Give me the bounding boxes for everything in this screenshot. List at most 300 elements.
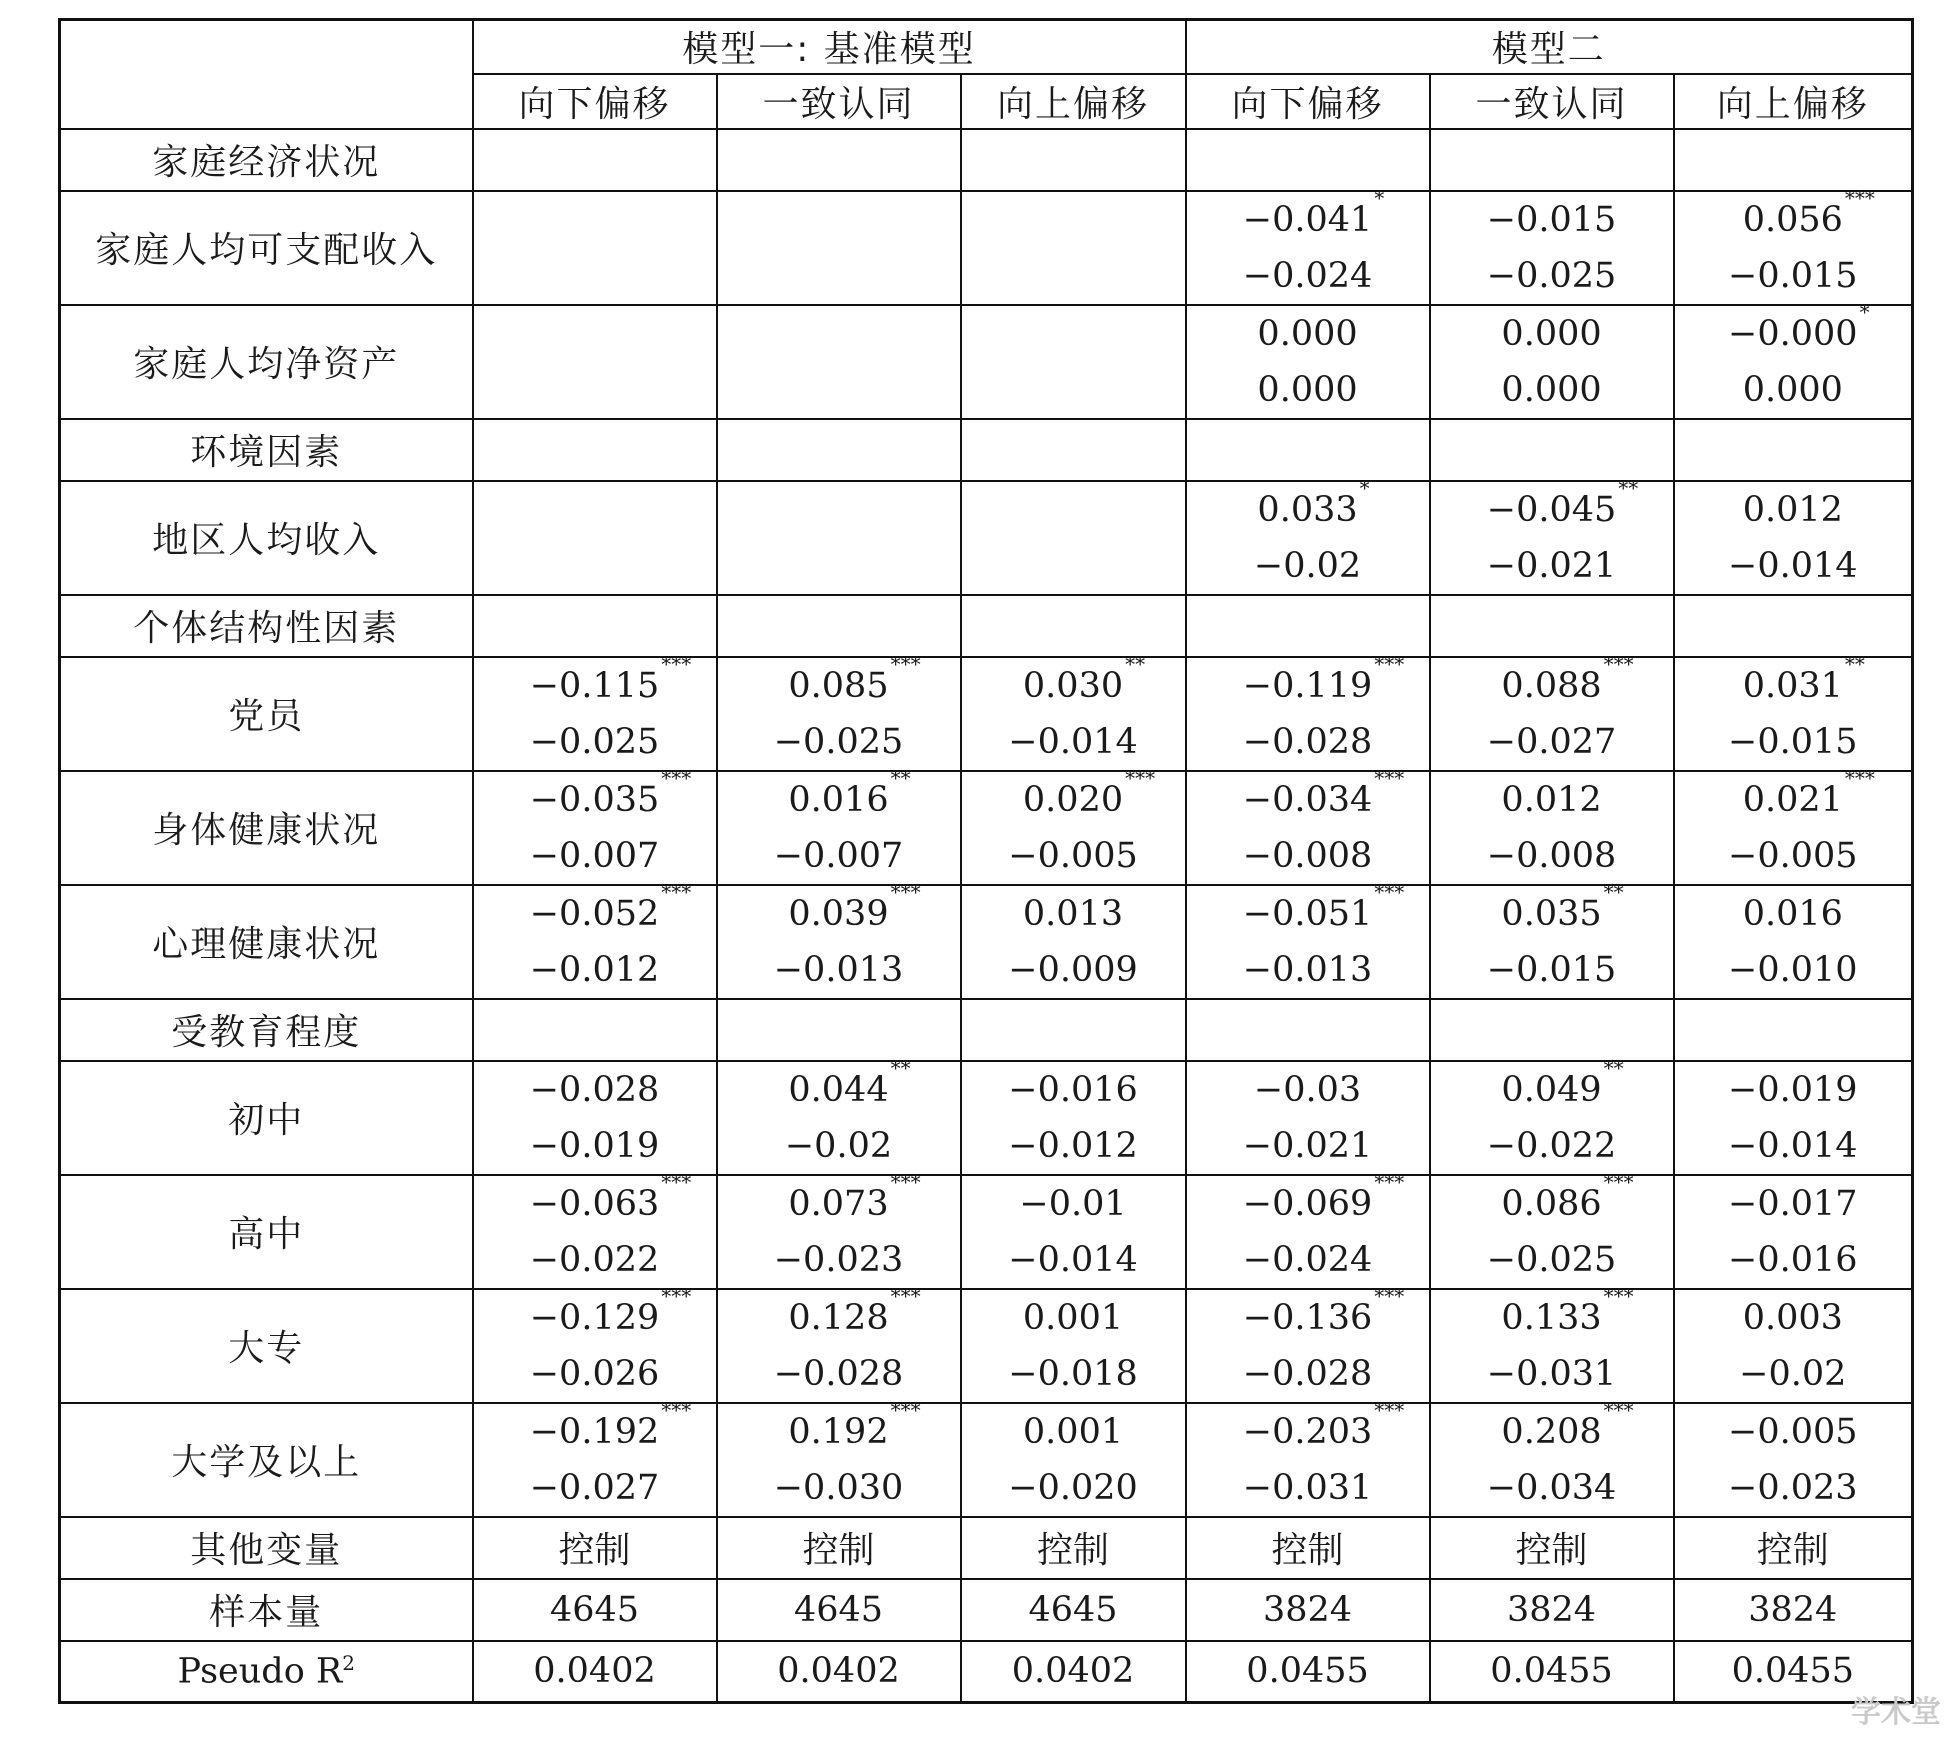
standard-error: −0.013 [773,949,904,990]
estimate-cell [1430,1055,1674,1175]
coefficient [529,651,692,714]
pseudo-r2-label-text: Pseudo R [177,1651,343,1692]
empty-cell [717,595,961,657]
standard-error: −0.022 [529,1239,660,1280]
estimate-cell [1430,1397,1674,1517]
estimate-stack [1187,1283,1429,1402]
estimate-stack [718,765,960,884]
empty-cell [473,999,717,1061]
estimate-cell [717,305,961,419]
estimate-cell [1674,885,1913,999]
standard-error: −0.019 [529,1125,660,1166]
estimate-cell [473,1061,717,1175]
estimate-cell [1430,475,1674,595]
standard-error: −0.010 [1728,949,1858,990]
standard-error: 0.000 [1742,369,1843,410]
standard-error: −0.02 [784,1125,893,1166]
estimate-cell [1186,305,1430,419]
estimate-stack [1187,1169,1429,1288]
significance-stars: *** [1603,1283,1634,1308]
estimate-cell [1430,771,1674,885]
estimate-cell [961,1289,1186,1403]
estimate-cell [961,305,1186,419]
estimate-cell [717,1055,961,1175]
estimate-cell [473,1169,717,1289]
variable-row [60,1289,1913,1403]
coefficient-value: −0.119 [1242,665,1373,706]
significance-stars: *** [890,651,921,676]
coefficient-value: 0.192 [788,1411,889,1452]
estimate-stack [1431,879,1673,998]
standard-error: −0.034 [1486,1467,1617,1508]
estimate-cell [1186,1169,1430,1289]
empty-cell [473,419,717,481]
coefficient-value: 0.012 [1742,489,1843,530]
coefficient-value: −0.01 [1019,1183,1127,1224]
standard-error: 0.000 [1257,369,1358,410]
summary-value: 控制 [1674,1517,1913,1579]
significance-stars: ** [890,765,911,790]
empty-cell [1674,595,1913,657]
estimate-stack [1431,1169,1673,1288]
estimate-cell [473,481,717,595]
coefficient-value: 0.030 [1022,665,1124,706]
coefficient-value: 0.016 [788,779,889,820]
standard-error: −0.007 [529,835,660,876]
significance-stars: ** [1603,1055,1624,1080]
standard-error: −0.008 [1486,835,1617,876]
estimate-cell [1430,1169,1674,1289]
coefficient [1501,1397,1634,1460]
estimate-stack [1675,765,1912,884]
standard-error: −0.018 [1008,1353,1138,1394]
estimate-stack [1431,772,1673,884]
empty-cell [717,999,961,1061]
estimate-stack [962,1290,1185,1402]
variable-label: 身体健康状况 [60,771,473,885]
standard-error: −0.026 [529,1353,660,1394]
estimate-stack [1675,1176,1912,1288]
estimate-stack [1675,1404,1912,1516]
estimate-stack [1675,651,1912,770]
standard-error: −0.025 [529,721,660,762]
coefficient [1022,765,1156,828]
significance-stars: *** [1844,185,1875,210]
estimate-cell [1430,305,1674,419]
estimate-stack [1675,299,1912,418]
significance-stars: *** [1844,765,1875,790]
significance-stars: ** [1618,475,1639,500]
estimate-stack [1187,185,1429,304]
significance-stars: * [1359,475,1370,500]
coefficient-value: −0.005 [1728,1411,1858,1452]
coefficient-value: 0.020 [1022,779,1124,820]
coefficient [1743,886,1843,942]
standard-error: −0.016 [1728,1239,1858,1280]
coefficient [788,1055,911,1118]
coefficient-value: −0.052 [529,893,660,934]
estimate-stack [1431,192,1673,304]
estimate-stack [1187,651,1429,770]
coefficient [1257,475,1370,538]
coefficient-value: 0.039 [788,893,889,934]
coefficient-value: 0.035 [1501,893,1602,934]
table-body [60,129,1913,1703]
estimate-cell [1674,1403,1913,1517]
significance-stars: *** [661,651,692,676]
coefficient [1023,886,1123,942]
coefficient [1023,1290,1123,1346]
pseudo-r2-row [60,1641,1913,1703]
coefficient-value: 0.003 [1742,1297,1843,1338]
coefficient-value: −0.129 [529,1297,660,1338]
summary-label: 样本量 [60,1579,473,1641]
standard-error: −0.015 [1486,949,1617,990]
pseudo-r2-value: 0.0455 [1430,1641,1674,1703]
significance-stars: * [1859,299,1870,324]
empty-cell [1186,595,1430,657]
coefficient-value: 0.012 [1501,779,1602,820]
model-2-header: 模型二 [1186,20,1913,74]
estimate-stack [1431,306,1673,418]
estimate-stack [718,1397,960,1516]
column-header: 向下偏移 [473,74,717,129]
estimate-cell [1674,651,1913,771]
standard-error: −0.028 [1242,721,1373,762]
standard-error: −0.015 [1728,721,1858,762]
estimate-stack [962,1176,1185,1288]
estimate-stack [1675,185,1912,304]
coefficient [1501,772,1601,828]
standard-error: −0.028 [773,1353,904,1394]
coefficient-value: −0.028 [529,1069,660,1110]
variable-row [60,481,1913,595]
coefficient-value: −0.115 [529,665,660,706]
estimate-cell [717,1283,961,1403]
coefficient [788,765,911,828]
standard-error: −0.005 [1728,835,1858,876]
section-row [60,129,1913,191]
coefficient-value: 0.128 [788,1297,889,1338]
coefficient [1743,482,1843,538]
estimate-cell [1186,1061,1430,1175]
section-label: 环境因素 [60,419,473,481]
coefficient-value: 0.033 [1257,489,1358,530]
significance-stars: *** [890,1283,921,1308]
summary-value: 3824 [1674,1579,1913,1641]
coefficient [1728,1176,1858,1232]
variable-label: 高中 [60,1175,473,1289]
estimate-cell [1674,1289,1913,1403]
coefficient-value: 0.021 [1742,779,1843,820]
estimate-stack [474,1169,716,1288]
estimate-stack [718,651,960,770]
standard-error: 0.000 [1501,369,1602,410]
section-row [60,419,1913,481]
standard-error: −0.02 [1739,1353,1847,1394]
coefficient [1242,1283,1405,1346]
coefficient-value: 0.073 [788,1183,889,1224]
standard-error: −0.014 [1728,545,1858,586]
summary-value: 4645 [717,1579,961,1641]
coefficient [1242,1397,1405,1460]
estimate-cell [1186,879,1430,999]
coefficient-value: 0.133 [1501,1297,1602,1338]
column-header: 向上偏移 [961,74,1186,129]
variable-label: 党员 [60,657,473,771]
coefficient-value: 0.000 [1257,313,1358,354]
empty-cell [717,419,961,481]
empty-cell [1430,419,1674,481]
coefficient [788,1283,921,1346]
estimate-cell [1186,1397,1430,1517]
variable-label: 地区人均收入 [60,481,473,595]
standard-error: −0.008 [1242,835,1373,876]
estimate-stack [962,1404,1185,1516]
coefficient [1023,1404,1123,1460]
summary-row [60,1579,1913,1641]
column-header: 向上偏移 [1674,74,1913,129]
estimate-cell [717,1397,961,1517]
estimate-stack [718,1283,960,1402]
estimate-stack [1675,482,1912,594]
variable-label: 大学及以上 [60,1403,473,1517]
estimate-cell [473,765,717,885]
estimate-stack [962,886,1185,998]
coefficient-value: −0.051 [1242,893,1373,934]
coefficient [1728,1404,1858,1460]
pseudo-r2-value: 0.0455 [1186,1641,1430,1703]
coefficient [1501,651,1634,714]
estimate-cell [717,191,961,305]
estimate-stack [1675,886,1912,998]
significance-stars: *** [890,879,921,904]
coefficient [1019,1176,1126,1232]
coefficient [529,1169,692,1232]
estimate-cell [961,481,1186,595]
standard-error: −0.02 [1253,545,1362,586]
pseudo-r2-value: 0.0402 [717,1641,961,1703]
coefficient [1242,1169,1405,1232]
standard-error: −0.014 [1008,1239,1138,1280]
estimate-stack [1187,879,1429,998]
estimate-cell [1186,651,1430,771]
standard-error: −0.014 [1008,721,1138,762]
coefficient-value: 0.208 [1501,1411,1602,1452]
variable-row [60,771,1913,885]
coefficient-value: 0.086 [1501,1183,1602,1224]
coefficient-value: −0.035 [529,779,660,820]
coefficient [1501,1169,1634,1232]
estimate-stack [718,879,960,998]
estimate-cell [717,765,961,885]
estimate-stack [718,1169,960,1288]
regression-table [58,18,1914,1704]
estimate-stack [1187,306,1429,418]
summary-value: 4645 [473,1579,717,1641]
coefficient [1242,879,1405,942]
estimate-cell [473,879,717,999]
coefficient [529,879,692,942]
significance-stars: *** [1374,1283,1405,1308]
coefficient [1501,1283,1634,1346]
estimate-cell [1674,1175,1913,1289]
estimate-cell [961,191,1186,305]
variable-label: 家庭人均净资产 [60,305,473,419]
empty-cell [473,129,717,191]
variable-row [60,305,1913,419]
pseudo-r2-value: 0.0402 [961,1641,1186,1703]
estimate-cell [1430,191,1674,305]
empty-cell [1674,999,1913,1061]
estimate-cell [961,1061,1186,1175]
standard-error: −0.015 [1728,255,1858,296]
estimate-cell [473,1397,717,1517]
empty-cell [961,999,1186,1061]
coefficient-value: −0.000 [1728,313,1858,354]
estimate-stack [1431,1283,1673,1402]
significance-stars: *** [890,1169,921,1194]
significance-stars: *** [661,879,692,904]
empty-cell [1186,129,1430,191]
significance-stars: ** [1603,879,1624,904]
coefficient [1242,765,1405,828]
standard-error: −0.005 [1008,835,1138,876]
coefficient-value: −0.069 [1242,1183,1373,1224]
empty-cell [961,129,1186,191]
summary-value: 控制 [473,1517,717,1579]
summary-value: 3824 [1186,1579,1430,1641]
standard-error: −0.030 [773,1467,904,1508]
variable-row [60,885,1913,999]
summary-label: 其他变量 [60,1517,473,1579]
section-label: 受教育程度 [60,999,473,1061]
significance-stars: *** [661,1169,692,1194]
estimate-cell [1430,651,1674,771]
summary-value: 控制 [1186,1517,1430,1579]
pseudo-r2-label [60,1641,473,1703]
significance-stars: ** [1125,651,1146,676]
coefficient-value: −0.015 [1486,199,1617,240]
estimate-stack [1675,1290,1912,1402]
coefficient-value: 0.088 [1501,665,1602,706]
significance-stars: *** [1374,1169,1405,1194]
variable-label: 初中 [60,1061,473,1175]
estimate-cell [717,651,961,771]
standard-error: −0.025 [1486,1239,1617,1280]
column-header: 向下偏移 [1186,74,1430,129]
coefficient-value: −0.063 [529,1183,660,1224]
significance-stars: *** [1603,1397,1634,1422]
estimate-cell [717,481,961,595]
empty-cell [1186,999,1430,1061]
estimate-stack [1675,1062,1912,1174]
summary-value: 控制 [717,1517,961,1579]
empty-cell [1674,129,1913,191]
coefficient [1487,192,1617,248]
standard-error: −0.027 [1486,721,1617,762]
empty-cell [1430,595,1674,657]
pseudo-r2-superscript: 2 [342,1650,355,1675]
table-header [60,20,1913,129]
section-row [60,595,1913,657]
summary-value: 4645 [961,1579,1186,1641]
standard-error: −0.014 [1728,1125,1858,1166]
significance-stars: *** [661,765,692,790]
standard-error: −0.012 [1008,1125,1138,1166]
coefficient-value: −0.192 [529,1411,660,1452]
summary-value: 控制 [1430,1517,1674,1579]
standard-error: −0.021 [1486,545,1617,586]
summary-row [60,1517,1913,1579]
significance-stars: *** [661,1397,692,1422]
standard-error: −0.031 [1486,1353,1617,1394]
standard-error: −0.022 [1486,1125,1617,1166]
estimate-cell [1674,299,1913,419]
coefficient [1743,1290,1843,1346]
variable-row [60,191,1913,305]
watermark: 学术堂 [1851,1695,1941,1730]
standard-error: −0.007 [773,835,904,876]
empty-cell [1430,999,1674,1061]
estimate-stack [1187,765,1429,884]
pseudo-r2-value: 0.0402 [473,1641,717,1703]
estimate-stack [1187,475,1429,594]
estimate-stack [1187,1397,1429,1516]
estimate-cell [1186,475,1430,595]
coefficient [788,1169,921,1232]
variable-row [60,1061,1913,1175]
coefficient-value: 0.044 [788,1069,889,1110]
coefficient [530,1062,660,1118]
estimate-stack [962,765,1185,884]
column-header: 一致认同 [1430,74,1674,129]
standard-error: −0.027 [529,1467,660,1508]
estimate-stack [1431,1397,1673,1516]
significance-stars: *** [1374,765,1405,790]
coefficient-value: −0.016 [1008,1069,1138,1110]
coefficient-value: 0.049 [1501,1069,1602,1110]
coefficient-value: 0.031 [1742,665,1843,706]
estimate-cell [1186,1283,1430,1403]
variable-row [60,1175,1913,1289]
coefficient [1242,651,1405,714]
standard-error: −0.024 [1242,1239,1373,1280]
coefficient-value: −0.045 [1486,489,1617,530]
estimate-cell [961,651,1186,771]
model-1-header: 模型一: 基准模型 [473,20,1186,74]
standard-error: −0.009 [1008,949,1138,990]
empty-cell [1186,419,1430,481]
standard-error: −0.025 [1486,255,1617,296]
section-label: 个体结构性因素 [60,595,473,657]
estimate-cell [473,651,717,771]
coefficient [1742,651,1865,714]
standard-error: −0.013 [1242,949,1373,990]
estimate-stack [474,1397,716,1516]
coefficient-value: −0.03 [1253,1069,1362,1110]
standard-error: −0.024 [1242,255,1373,296]
estimate-cell [961,1403,1186,1517]
coefficient [1486,475,1639,538]
empty-cell [717,129,961,191]
summary-value: 3824 [1430,1579,1674,1641]
coefficient [1022,651,1146,714]
coefficient [1008,1062,1138,1118]
estimate-cell [473,191,717,305]
estimate-stack [474,1062,716,1174]
column-header: 一致认同 [717,74,961,129]
